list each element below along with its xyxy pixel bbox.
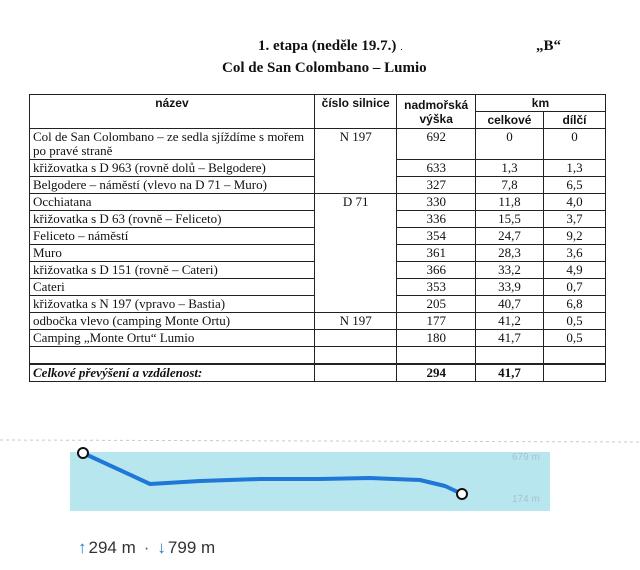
- stray-mark: .: [400, 42, 403, 52]
- row-name: křižovatka s D 963 (rovně dolů – Belgodere): [30, 160, 315, 177]
- spacer-row: [30, 347, 606, 365]
- row-partial: 3,6: [544, 245, 606, 262]
- table-row: [30, 313, 606, 330]
- variant-label: „B“: [536, 38, 562, 54]
- total-distance: 41,7: [475, 364, 543, 382]
- row-total: 28,3: [475, 245, 543, 262]
- spacer-cell: [314, 347, 397, 365]
- total-road-empty: [314, 364, 397, 382]
- row-name: Belgodere – náměstí (vlevo na D 71 – Muro): [30, 177, 315, 194]
- spacer-cell: [544, 347, 606, 365]
- row-altitude: 180: [397, 330, 475, 347]
- end-marker-icon: [457, 489, 467, 499]
- row-altitude: 354: [397, 228, 475, 245]
- row-name: odbočka vlevo (camping Monte Ortu): [30, 313, 315, 330]
- row-altitude: 177: [397, 313, 475, 330]
- row-total: 11,8: [475, 194, 543, 211]
- header-km: km: [475, 95, 605, 112]
- row-name: Muro: [30, 245, 315, 262]
- row-total: 15,5: [475, 211, 543, 228]
- row-partial: 1,3: [544, 160, 606, 177]
- total-climb: 294: [397, 364, 475, 382]
- row-total: 7,8: [475, 177, 543, 194]
- row-altitude: 361: [397, 245, 475, 262]
- ascent-arrow-icon: ↑: [78, 538, 87, 557]
- row-altitude: 353: [397, 279, 475, 296]
- spacer-cell: [475, 347, 543, 365]
- row-name: Camping „Monte Ortu“ Lumio: [30, 330, 315, 347]
- row-altitude: 327: [397, 177, 475, 194]
- row-partial: 0,7: [544, 279, 606, 296]
- route-table: [29, 94, 606, 382]
- table-row: [30, 129, 606, 160]
- row-total: 41,2: [475, 313, 543, 330]
- route-title: Col de San Colombano – Lumio: [222, 60, 427, 76]
- scan-edge-line: [0, 440, 640, 442]
- row-total: 24,7: [475, 228, 543, 245]
- ascent-value: 294 m: [88, 538, 136, 557]
- separator: ·: [143, 538, 150, 557]
- road-number: N 197: [314, 313, 397, 330]
- road-number-empty: [314, 330, 397, 347]
- header-name: název: [30, 95, 315, 129]
- total-partial-empty: [544, 364, 606, 382]
- row-partial: 6,8: [544, 296, 606, 313]
- row-total: 41,7: [475, 330, 543, 347]
- row-name: Cateri: [30, 279, 315, 296]
- row-name: Occhiatana: [30, 194, 315, 211]
- spacer-cell: [397, 347, 475, 365]
- total-label: Celkové převýšení a vzdálenost:: [30, 364, 315, 382]
- row-total: 33,9: [475, 279, 543, 296]
- row-total: 40,7: [475, 296, 543, 313]
- header-partial: dílčí: [544, 112, 606, 129]
- row-partial: 4,0: [544, 194, 606, 211]
- row-partial: 0,5: [544, 313, 606, 330]
- header-road: číslo silnice: [314, 95, 397, 129]
- descent-arrow-icon: ↓: [157, 538, 166, 557]
- row-partial: 0: [544, 129, 606, 160]
- row-altitude: 205: [397, 296, 475, 313]
- header-altitude: nadmořská výška: [397, 95, 475, 129]
- row-name: Feliceto – náměstí: [30, 228, 315, 245]
- stage-title: 1. etapa (neděle 19.7.) .: [258, 38, 403, 54]
- row-total: 0: [475, 129, 543, 160]
- profile-max-label: 679 m: [512, 452, 540, 463]
- table-row: [30, 330, 606, 347]
- row-altitude: 330: [397, 194, 475, 211]
- spacer-cell: [30, 347, 315, 365]
- row-name: křižovatka s D 63 (rovně – Feliceto): [30, 211, 315, 228]
- header-total: celkové: [475, 112, 543, 129]
- elevation-profile: [0, 428, 640, 528]
- row-partial: 3,7: [544, 211, 606, 228]
- road-number: D 71: [314, 194, 397, 313]
- elevation-summary: [78, 538, 215, 558]
- row-altitude: 336: [397, 211, 475, 228]
- row-name: křižovatka s D 151 (rovně – Cateri): [30, 262, 315, 279]
- table-row: [30, 194, 606, 211]
- descent-value: 799 m: [167, 538, 216, 557]
- row-partial: 0,5: [544, 330, 606, 347]
- total-row: [30, 364, 606, 382]
- profile-min-label: 174 m: [512, 494, 540, 505]
- row-name: Col de San Colombano – ze sedla sjíždíme s mořem po pravé straně: [30, 129, 315, 160]
- row-altitude: 633: [397, 160, 475, 177]
- row-partial: 4,9: [544, 262, 606, 279]
- row-total: 1,3: [475, 160, 543, 177]
- row-total: 33,2: [475, 262, 543, 279]
- table-header-row: [30, 95, 606, 112]
- road-number: N 197: [314, 129, 397, 194]
- row-altitude: 366: [397, 262, 475, 279]
- start-marker-icon: [78, 448, 88, 458]
- row-partial: 6,5: [544, 177, 606, 194]
- row-partial: 9,2: [544, 228, 606, 245]
- row-name: křižovatka s N 197 (vpravo – Bastia): [30, 296, 315, 313]
- row-altitude: 692: [397, 129, 475, 160]
